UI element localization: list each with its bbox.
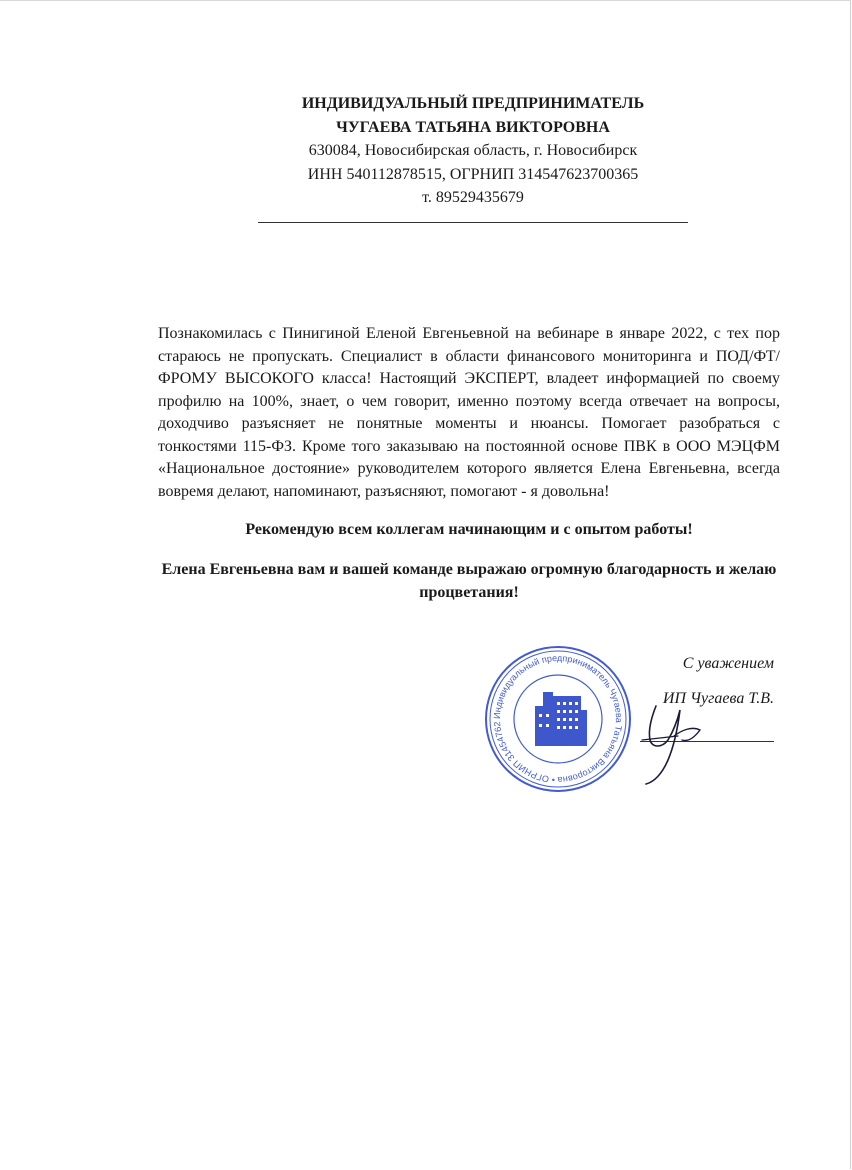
stamp-ring-text: Индивидуальный предприниматель Чугаева Татьяна Викторовна • ОГРНИП 31454762 — [491, 652, 625, 786]
letterhead-address: 630084, Новосибирская область, г. Новосибирск — [308, 142, 638, 159]
letterhead — [258, 92, 688, 210]
handwritten-signature — [638, 696, 718, 788]
letterhead-phone: т. 89529435679 — [422, 189, 524, 206]
recommendation-line: Рекомендую всем коллегам начинающим и с опытом работы! — [245, 521, 693, 538]
letterhead-divider — [258, 222, 688, 223]
closing-regards: С уважением — [682, 655, 774, 672]
letterhead-ids: ИНН 540112878515, ОГРНИП 314547623700365 — [307, 165, 639, 183]
gratitude-line: Елена Евгеньевна вам и вашей команде выражаю огромную благодарность и желаю процветания! — [161, 561, 777, 601]
signer-name: ИП Чугаева Т.В. — [662, 690, 774, 707]
letterhead-name: ЧУГАЕВА ТАТЬЯНА ВИКТОРОВНА — [336, 118, 610, 136]
letterhead-title: ИНДИВИДУАЛЬНЫЙ ПРЕДПРИНИМАТЕЛЬ — [301, 95, 645, 112]
testimonial-paragraph: Познакомилась с Пинигиной Еленой Евгеньевной на вебинаре в январе 2022, с тех пор стараюсь не пропускать. Специалист в области финансового мониторинга и ПОД/ФТ/ФРОМУ ВЫСОКОГО класса! Настоящий ЭКСПЕРТ, владеет информацией по своему профилю на 100%, знает, о чем говорит, именно поэтому всегда отвечает на вопросы, доходчиво разъясняет не понятные моменты и нюансы. Помогает разобраться с тонкостями 115-ФЗ. Кроме того заказываю на постоянной основе ПВК в ООО МЭЦФМ «Национальное достояние» руководителем которого является Елена Евгеньевна, всегда вовремя делают, напоминают, разъясняют, помогают - я довольна! — [158, 325, 780, 500]
